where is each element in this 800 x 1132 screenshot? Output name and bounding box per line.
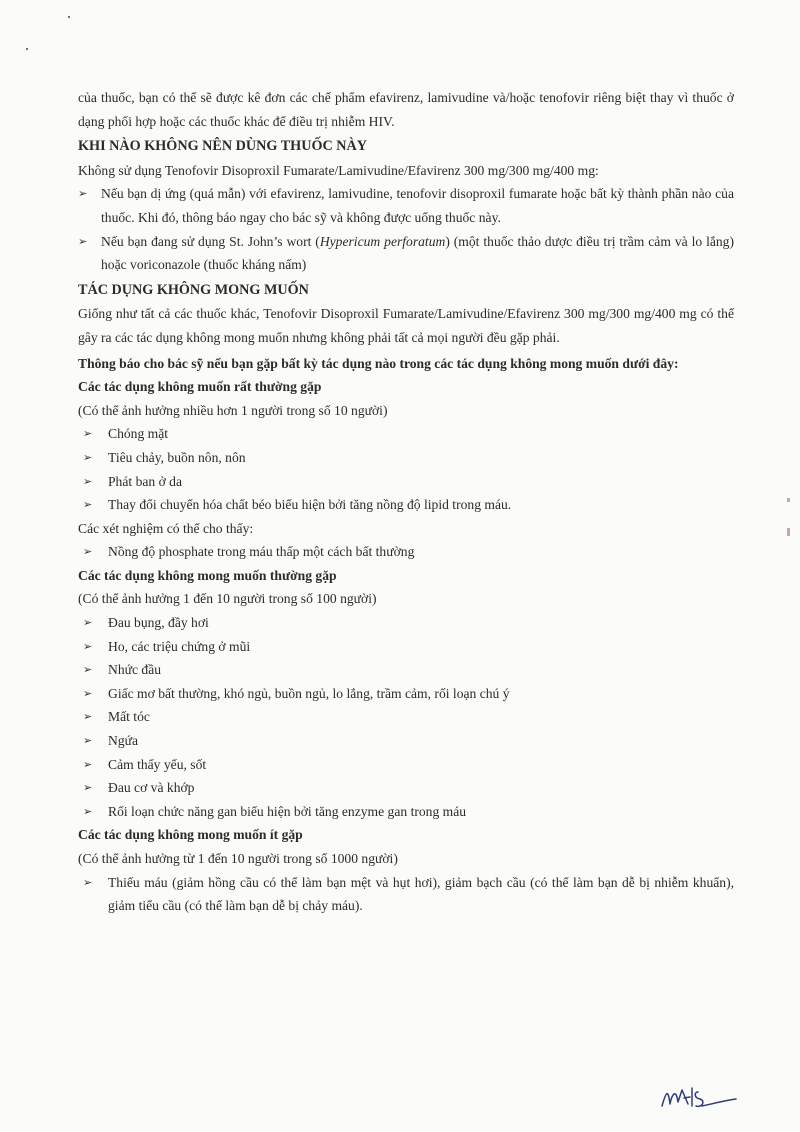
list-item <box>78 776 734 800</box>
list-item-text-pre: Nếu bạn đang sử dụng St. John’s wort ( <box>101 233 320 249</box>
arrow-bullet-icon: ➢ <box>78 234 88 248</box>
list-item-text: Rối loạn chức năng gan biểu hiện bởi tăng enzyme gan trong máu <box>108 803 467 819</box>
adverse-effects-intro: Giống như tất cả các thuốc khác, Tenofovir Disoproxil Fumarate/Lamivudine/Efavirenz 300 mg/300 mg/400 mg có thể gây ra các tác dụng không mong muốn nhưng không phải tất cả mọi người đều gặp phải. <box>78 306 734 345</box>
list-item <box>78 753 734 777</box>
list-item-text: Ho, các triệu chứng ở mũi <box>108 638 251 654</box>
arrow-bullet-icon: ➢ <box>83 663 93 677</box>
list-item-text: Phát ban ở da <box>108 473 183 489</box>
arrow-bullet-icon: ➢ <box>83 710 93 724</box>
list-item <box>78 493 734 517</box>
scan-speck <box>26 48 28 50</box>
list-item <box>78 540 734 564</box>
list-item-text: Tiêu chảy, buồn nôn, nôn <box>108 449 246 465</box>
list-item <box>78 230 734 277</box>
arrow-bullet-icon: ➢ <box>83 474 93 488</box>
scan-edge-mark <box>787 498 790 502</box>
list-item-text: Nếu bạn dị ứng (quá mẫn) với efavirenz, lamivudine, tenofovir disoproxil fumarate hoặc bất kỳ thành phần nào của thuốc. Khi đó, thông báo ngay cho bác sỹ và không được uống thuốc này. <box>101 186 734 225</box>
list-item-text: Chóng mặt <box>108 426 169 442</box>
uncommon-frequency: (Có thể ảnh hưởng từ 1 đến 10 người trong số 1000 người) <box>78 851 398 866</box>
arrow-bullet-icon: ➢ <box>83 781 93 795</box>
scan-edge-mark <box>787 528 790 536</box>
arrow-bullet-icon: ➢ <box>83 757 93 771</box>
list-item-text: Thay đổi chuyển hóa chất béo biểu hiện bởi tăng nồng độ lipid trong máu. <box>108 497 512 513</box>
list-item-text: Nồng độ phosphate trong máu thấp một cách bất thường <box>108 544 415 560</box>
adverse-effects-heading: TÁC DỤNG KHÔNG MONG MUỐN <box>78 281 309 298</box>
list-item <box>78 800 734 824</box>
list-item <box>78 658 734 682</box>
document-page <box>78 86 734 918</box>
list-item-text: Đau cơ và khớp <box>108 780 195 796</box>
arrow-bullet-icon: ➢ <box>83 450 93 464</box>
common-frequency: (Có thể ảnh hưởng 1 đến 10 người trong số 100 người) <box>78 591 377 607</box>
list-item <box>78 682 734 706</box>
list-item <box>78 635 734 659</box>
arrow-bullet-icon: ➢ <box>83 427 93 441</box>
tests-lead: Các xét nghiệm có thể cho thấy: <box>78 520 254 536</box>
list-item-text: Nhức đầu <box>108 662 162 678</box>
arrow-bullet-icon: ➢ <box>83 639 93 653</box>
contraindications-list <box>78 182 734 276</box>
list-item-text: Ngứa <box>108 733 139 749</box>
list-item <box>78 182 734 229</box>
tests-list <box>78 540 734 564</box>
list-item <box>78 871 734 918</box>
arrow-bullet-icon: ➢ <box>83 498 93 512</box>
list-item-text: Giấc mơ bất thường, khó ngủ, buồn ngủ, lo lắng, trầm cảm, rối loạn chú ý <box>108 685 510 701</box>
arrow-bullet-icon: ➢ <box>83 875 93 889</box>
list-item-text: Thiếu máu (giảm hồng cầu có thể làm bạn mệt và hụt hơi), giảm bạch cầu (có thể làm bạn dễ bị nhiễm khuẩn), giảm tiểu cầu (có thể làm bạn dễ bị chảy máu). <box>108 874 734 914</box>
list-item <box>78 611 734 635</box>
handwritten-signature <box>658 1082 738 1112</box>
very-common-list <box>78 422 734 516</box>
very-common-title: Các tác dụng không muốn rất thường gặp <box>78 379 322 395</box>
arrow-bullet-icon: ➢ <box>83 686 93 700</box>
very-common-frequency: (Có thể ảnh hưởng nhiều hơn 1 người trong số 10 người) <box>78 402 388 418</box>
list-item-text: Mất tóc <box>108 709 150 725</box>
arrow-bullet-icon: ➢ <box>83 804 93 818</box>
arrow-bullet-icon: ➢ <box>83 545 93 559</box>
notify-doctor-statement: Thông báo cho bác sỹ nếu bạn gặp bất kỳ tác dụng nào trong các tác dụng không mong muốn dưới đây: <box>78 355 679 371</box>
contraindications-lead: Không sử dụng Tenofovir Disoproxil Fumarate/Lamivudine/Efavirenz 300 mg/300 mg/400 mg: <box>78 162 599 178</box>
intro-paragraph: của thuốc, bạn có thể sẽ được kê đơn các chế phẩm efavirenz, lamivudine và/hoặc tenofovir riêng biệt thay vì thuốc ở dạng phối hợp hoặc các thuốc khác để điều trị nhiễm HIV. <box>78 90 734 129</box>
uncommon-title: Các tác dụng không mong muốn ít gặp <box>78 827 303 843</box>
list-item-text: Cảm thấy yếu, sốt <box>108 756 207 772</box>
arrow-bullet-icon: ➢ <box>83 616 93 630</box>
contraindications-heading: KHI NÀO KHÔNG NÊN DÙNG THUỐC NÀY <box>78 138 368 155</box>
list-item <box>78 422 734 446</box>
list-item-text: Đau bụng, đầy hơi <box>108 615 209 631</box>
arrow-bullet-icon: ➢ <box>78 187 88 201</box>
latin-name: Hypericum perforatum <box>319 233 446 249</box>
list-item <box>78 705 734 729</box>
common-list <box>78 611 734 823</box>
arrow-bullet-icon: ➢ <box>83 734 93 748</box>
list-item <box>78 470 734 494</box>
list-item-text-post: ) (một thuốc thảo dược điều trị trầm cảm và lo lắng) hoặc voriconazole (thuốc kháng nấm) <box>101 233 734 273</box>
scan-speck <box>68 16 70 18</box>
common-title: Các tác dụng không mong muốn thường gặp <box>78 567 337 583</box>
list-item <box>78 729 734 753</box>
list-item <box>78 446 734 470</box>
uncommon-list <box>78 871 734 918</box>
